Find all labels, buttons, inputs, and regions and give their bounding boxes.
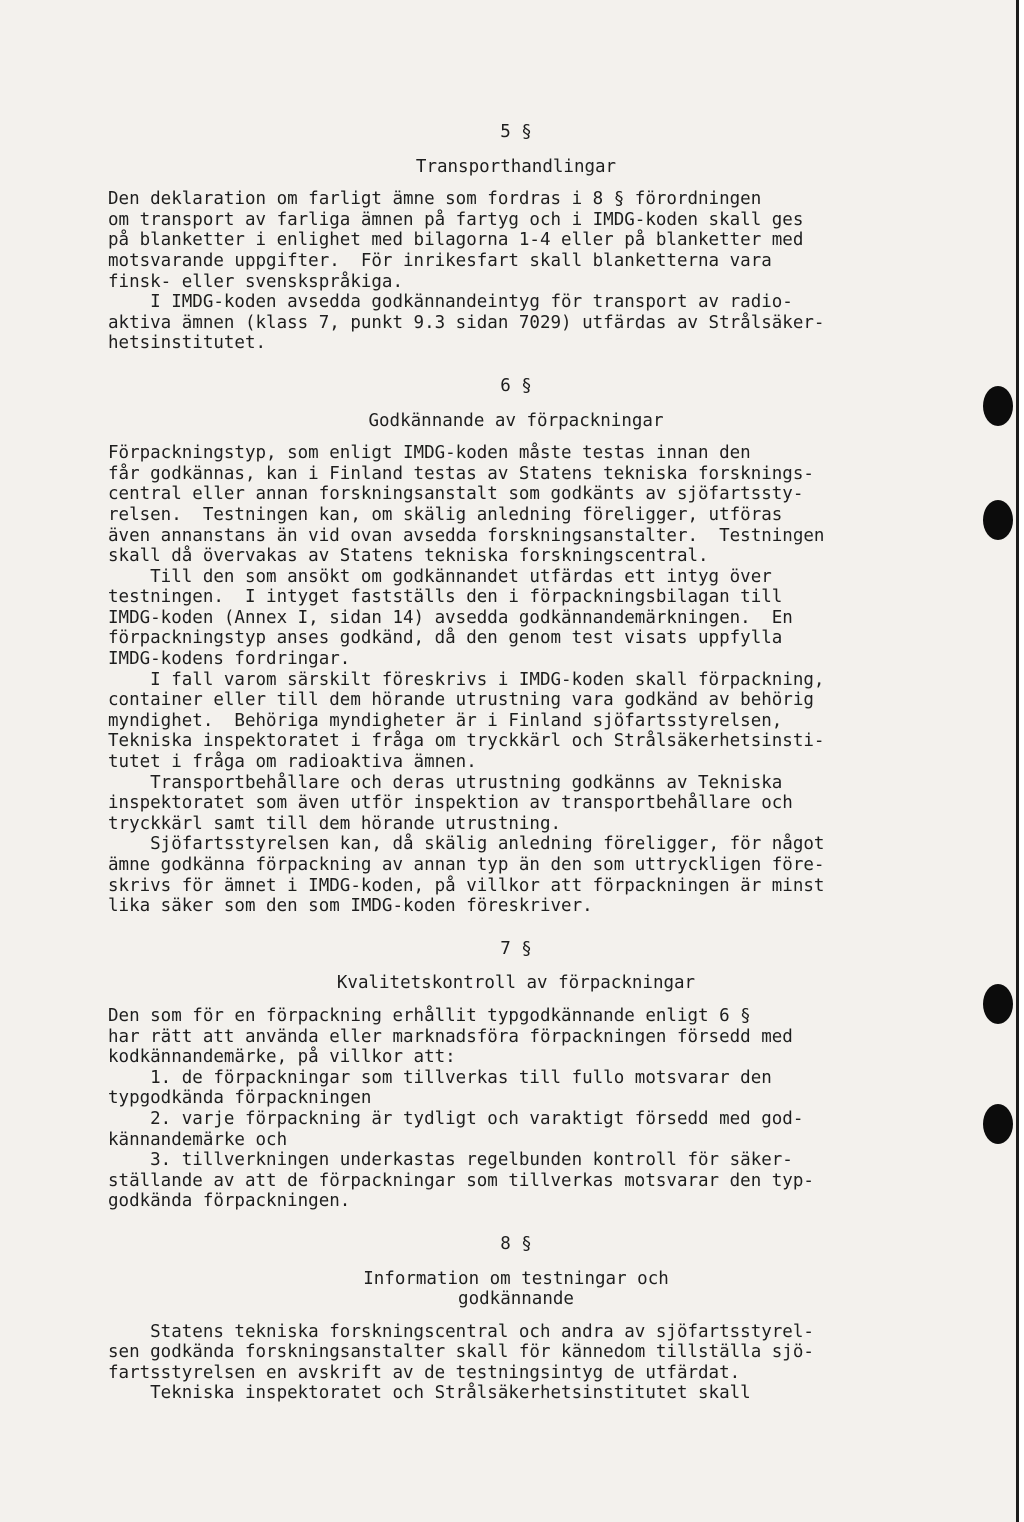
- section-7: [108, 939, 948, 1212]
- paragraph: Den som för en förpackning erhållit typgodkännande enligt 6 § har rätt att använda eller marknadsföra förpackningen försedd med kodkännandemärke, på villkor att:: [108, 1005, 793, 1068]
- section-heading: Godkännande av förpackningar: [368, 410, 664, 431]
- page-edge: [1016, 0, 1024, 1522]
- section-heading: Transporthandlingar: [415, 156, 617, 177]
- punch-hole: [983, 500, 1013, 540]
- paragraph: Transportbehållare och deras utrustning godkänns av Tekniska inspektoratet som även utför inspektion av transportbehållare och tryckkärl samt till dem hörande utrustning.: [108, 772, 793, 834]
- punch-hole: [983, 1104, 1013, 1144]
- section-5: [108, 122, 948, 354]
- section-heading: Kvalitetskontroll av förpackningar: [336, 973, 696, 994]
- paragraph: Sjöfartsstyrelsen kan, då skälig anledning föreligger, för något ämne godkänna förpackning av annan typ än den som uttryckligen före- skrivs för ämnet i IMDG-koden, på villkor att förpackningen är minst lika säker som den som IMDG-koden föreskriver.: [108, 834, 825, 917]
- paragraph: I fall varom särskilt föreskrivs i IMDG-koden skall förpackning, container eller till dem hörande utrustning vara godkänd av behörig myndighet. Behöriga myndigheter är i Finland sjöfartsstyrelsen, Tekniska inspektoratet i fråga om tryckkärl och Strålsäkerhetsinsti- tutet i fråga om radioaktiva ämnen.: [108, 669, 825, 773]
- list-item: 2. varje förpackning är tydligt och varaktigt försedd med god- kännandemärke och: [108, 1108, 804, 1150]
- document-body: [108, 122, 948, 1404]
- section-6: [108, 376, 948, 917]
- section-heading: Information om testningar och godkännande: [363, 1268, 669, 1310]
- punch-hole: [983, 386, 1013, 426]
- list-item: 3. tillverkningen underkastas regelbunden kontroll för säker- ställande av att de förpackningar som tillverkas motsvarar den typ- godkända förpackningen.: [108, 1150, 814, 1212]
- paragraph: Statens tekniska forskningscentral och andra av sjöfartsstyrel- sen godkända forskningsanstalter skall för kännedom tillställa sjö- fartsstyrelsen en avskrift av de testningsintyg de utfärdat.: [108, 1321, 814, 1383]
- paragraph: Tekniska inspektoratet och Strålsäkerhetsinstitutet skall: [108, 1383, 751, 1404]
- section-8: [108, 1234, 948, 1404]
- section-number: 6 §: [500, 375, 532, 396]
- paragraph: I IMDG-koden avsedda godkännandeintyg för transport av radio- aktiva ämnen (klass 7, punkt 9.3 sidan 7029) utfärdas av Strålsäker- hetsinstitutet.: [108, 292, 825, 354]
- section-number: 8 §: [500, 1233, 532, 1254]
- paragraph: Den deklaration om farligt ämne som fordras i 8 § förordningen om transport av farliga ämnen på fartyg och i IMDG-koden skall ges på blanketter i enlighet med bilagorna 1-4 eller på blanketter med motsvarande uppgifter. För inrikesfart skall blanketterna vara finsk- eller svenskspråkiga.: [108, 189, 804, 292]
- paragraph: Förpackningstyp, som enligt IMDG-koden måste testas innan den får godkännas, kan i Finland testas av Statens tekniska forsknings- central eller annan forskningsanstalt som godkänts av sjöfartssty- relsen. Testningen kan, om skälig anledning föreligger, utföras även annanstans än vid ovan avsedda forskningsanstalter. Testningen skall då övervakas av Statens tekniska forskningscentral.: [108, 443, 825, 567]
- punch-hole: [983, 984, 1013, 1024]
- section-number: 5 §: [500, 122, 532, 142]
- list-item: 1. de förpackningar som tillverkas till fullo motsvarar den typgodkända förpackningen: [108, 1067, 772, 1109]
- section-number: 7 §: [500, 938, 532, 959]
- paragraph: Till den som ansökt om godkännandet utfärdas ett intyg över testningen. I intyget fastställs den i förpackningsbilagan till IMDG-koden (Annex I, sidan 14) avsedda godkännandemärkningen. En förpackningstyp anses godkänd, då den genom test visats uppfylla IMDG-kodens fordringar.: [108, 566, 793, 670]
